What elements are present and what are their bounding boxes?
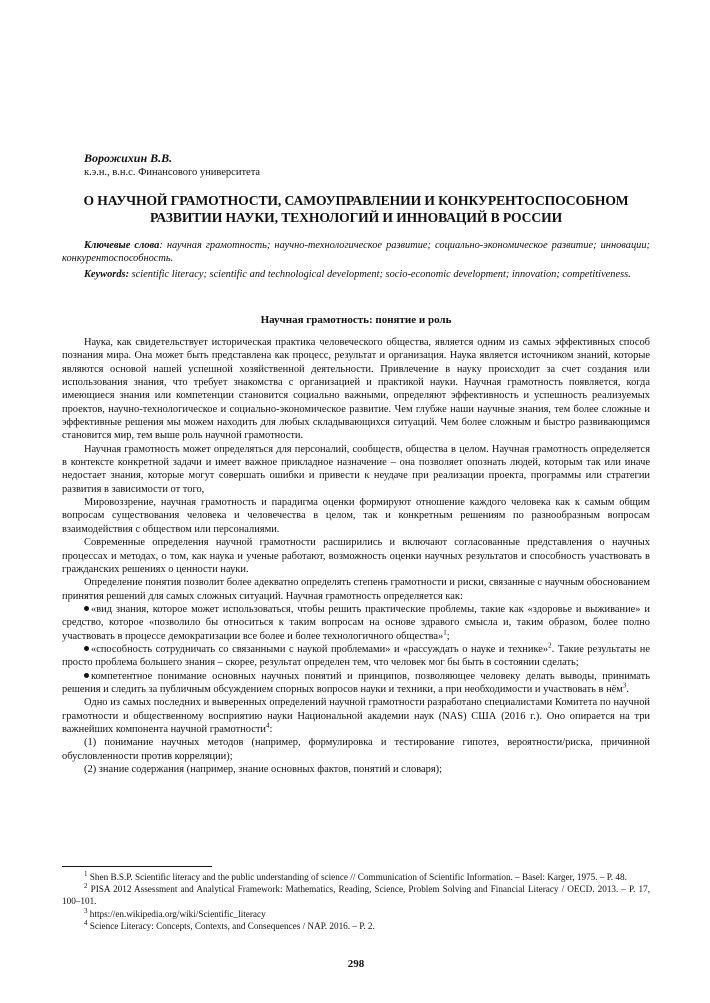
paragraph-6-end: : <box>269 723 273 735</box>
bullet-1-text: «вид знания, которое может использоваться, чтобы решить практические проблемы, такие как «здоровье и выживание» и средство, которое «позволило бы относиться к таким вопросам на основе здравого смысла и, таким образом, более полно участвовать в процессе демократизации все более и более технологичного общества» <box>62 603 650 642</box>
bullet-3-end: . <box>626 683 630 695</box>
footnote-ref-3[interactable]: 3 <box>622 681 627 690</box>
section-heading: Научная грамотность: понятие и роль <box>260 314 452 326</box>
article-body <box>62 336 650 776</box>
footnote-4 <box>62 920 650 932</box>
footnote-2-text: PISA 2012 Assessment and Analytical Framework: Mathematics, Reading, Science, Problem Solving and Financial Literacy / OECD. 2013. – P. 17, 100–101. <box>62 884 651 907</box>
bullet-icon <box>84 673 89 678</box>
title-line-2: РАЗВИТИИ НАУКИ, ТЕХНОЛОГИЙ И ИННОВАЦИЙ В РОССИИ <box>149 210 563 225</box>
footnote-ref-2[interactable]: 2 <box>548 641 552 650</box>
footnote-4-number: 4 <box>84 918 88 927</box>
paragraph-2: Научная грамотность может определяться для персоналий, сообществ, общества в целом. Научная грамотность определяется в контексте конкретной задачи и имеет важное прикладное назначение – она позволяет опознать людей, которым так или иначе недостает знания, которые могут совершать ошибки и привести к неудаче при реализации проекта, программы или стратегии развития в зависимости от того, <box>62 443 650 495</box>
paragraph-7: (1) понимание научных методов (например, формулировка и тестирование гипотез, вероятности/риска, причинной обусловленности против корреляции); <box>62 737 650 762</box>
keywords-ru-label: Ключевые слова <box>84 240 160 251</box>
footnote-2 <box>62 883 650 907</box>
footnote-1 <box>62 871 650 883</box>
bullet-2-end: . Такие результаты не просто проблема большего знания – скорее, результат определен тем, что человек мог бы быть в состоянии сделать; <box>62 643 651 669</box>
bullet-2-text: «способность сотрудничать со связанными с наукой проблемами» и «рассуждать о науке и технике» <box>91 643 549 655</box>
footnote-ref-1[interactable]: 1 <box>443 628 447 637</box>
keywords-en-text: scientific literacy; scientific and technological development; socio-economic development; innovation; competitiveness. <box>129 269 631 280</box>
keywords-ru <box>62 239 650 266</box>
keywords-en-label: Keywords: <box>84 269 130 280</box>
footnote-4-text: Science Literacy: Concepts, Contexts, and Consequences / NAP. 2016. – P. 2. <box>89 920 375 931</box>
footnote-1-number: 1 <box>84 869 88 878</box>
footnote-divider <box>62 866 212 867</box>
bullet-1-end: ; <box>446 630 450 642</box>
article-title <box>62 192 650 226</box>
footnote-3 <box>62 908 650 920</box>
footnote-ref-4[interactable]: 4 <box>265 721 270 730</box>
paragraph-4: Современные определения научной грамотности расширились и включают согласованные представления о научных процессах и методах, о том, как наука и ученые работают, возможность оценки научных результатов и способность участвовать в гражданских решениях о ценности науки. <box>62 537 650 575</box>
footnote-2-number: 2 <box>84 882 88 891</box>
paragraph-6-text: Одно из самых последних и выверенных определений научной грамотности разработано специалистами Комитета по научной грамотности и общественному восприятию науки Национальной академии наук (NAS) США (2016 г.). Оно опирается на три важнейших компонента научной грамотности <box>62 697 650 735</box>
bullet-3-text: компетентное понимание основных научных понятий и принципов, позволяющее человеку делать выводы, принимать решения и следить за публичным обсуждением спорных вопросов науки и техники, а при необходимости и участвовать в нём <box>62 670 650 695</box>
bullet-item-1 <box>62 603 650 643</box>
bullet-icon <box>84 646 89 651</box>
author-name: Ворожихин В.В. <box>84 151 173 165</box>
footnotes <box>62 871 650 932</box>
bullet-item-2 <box>62 643 650 670</box>
paragraph-3: Мировоззрение, научная грамотность и парадигма оценки формируют отношение каждого человека как к самым общим вопросам существования человека и человечества в целом, так и конкретным решениям по разнообразным вопросам взаимодействия с обществом или персоналиями. <box>62 497 650 535</box>
keywords-en <box>62 268 650 281</box>
keywords-ru-text: : научная грамотность; научно-технологическое развитие; социально-экономическое развитие; инновации; конкурентоспособность. <box>62 240 650 265</box>
footnote-3-link[interactable]: https://en.wikipedia.org/wiki/Scientific_literacy <box>89 908 266 919</box>
paragraph-8: (2) знание содержания (например, знание основных фактов, понятий и словаря); <box>84 764 443 775</box>
paragraph-5: Определение понятия позволит более адекватно определять степень грамотности и риски, связанные с научным обоснованием принятия решений для самых сложных ситуаций. Научная грамотность определяется как: <box>62 577 650 602</box>
paragraph-6 <box>62 696 650 736</box>
footnote-3-number: 3 <box>84 906 88 915</box>
bullet-item-3 <box>62 670 650 697</box>
author-affiliation: к.э.н., в.н.с. Финансового университета <box>84 167 261 178</box>
title-line-1: О НАУЧНОЙ ГРАМОТНОСТИ, САМОУПРАВЛЕНИИ И КОНКУРЕНТОСПОСОБНОМ <box>83 193 629 208</box>
bullet-icon <box>84 606 89 611</box>
page-number: 298 <box>347 958 365 970</box>
footnote-1-text: Shen B.S.P. Scientific literacy and the public understanding of science // Communication of Scientific Information. – Basel: Karger, 1975. – P. 48. <box>89 872 627 882</box>
paragraph-1: Наука, как свидетельствует историческая практика человеческого общества, является одним из самых эффективных способ познания мира. Она может быть представлена как процесс, результат и организация. Наука является источником знаний, которые являются основой нашей успешной хозяйственной деятельности. Привлечение в науку происходит за счет создания или использования знания, что требует знакомства с организацией и практикой науки. Научная грамотность появляется, когда имеющиеся знания или компетенции становится социально важными, определяют эффективность и успешность реализуемых проектов, научно-технологическое и социально-экономическое развитие. Чем глубже наши научные знания, тем более сложные и эффективные решения мы можем находить для любых складывающихся ситуаций. Чем более сложным и быстро развивающимся становится мир, тем выше роль научной грамотности. <box>62 337 650 442</box>
